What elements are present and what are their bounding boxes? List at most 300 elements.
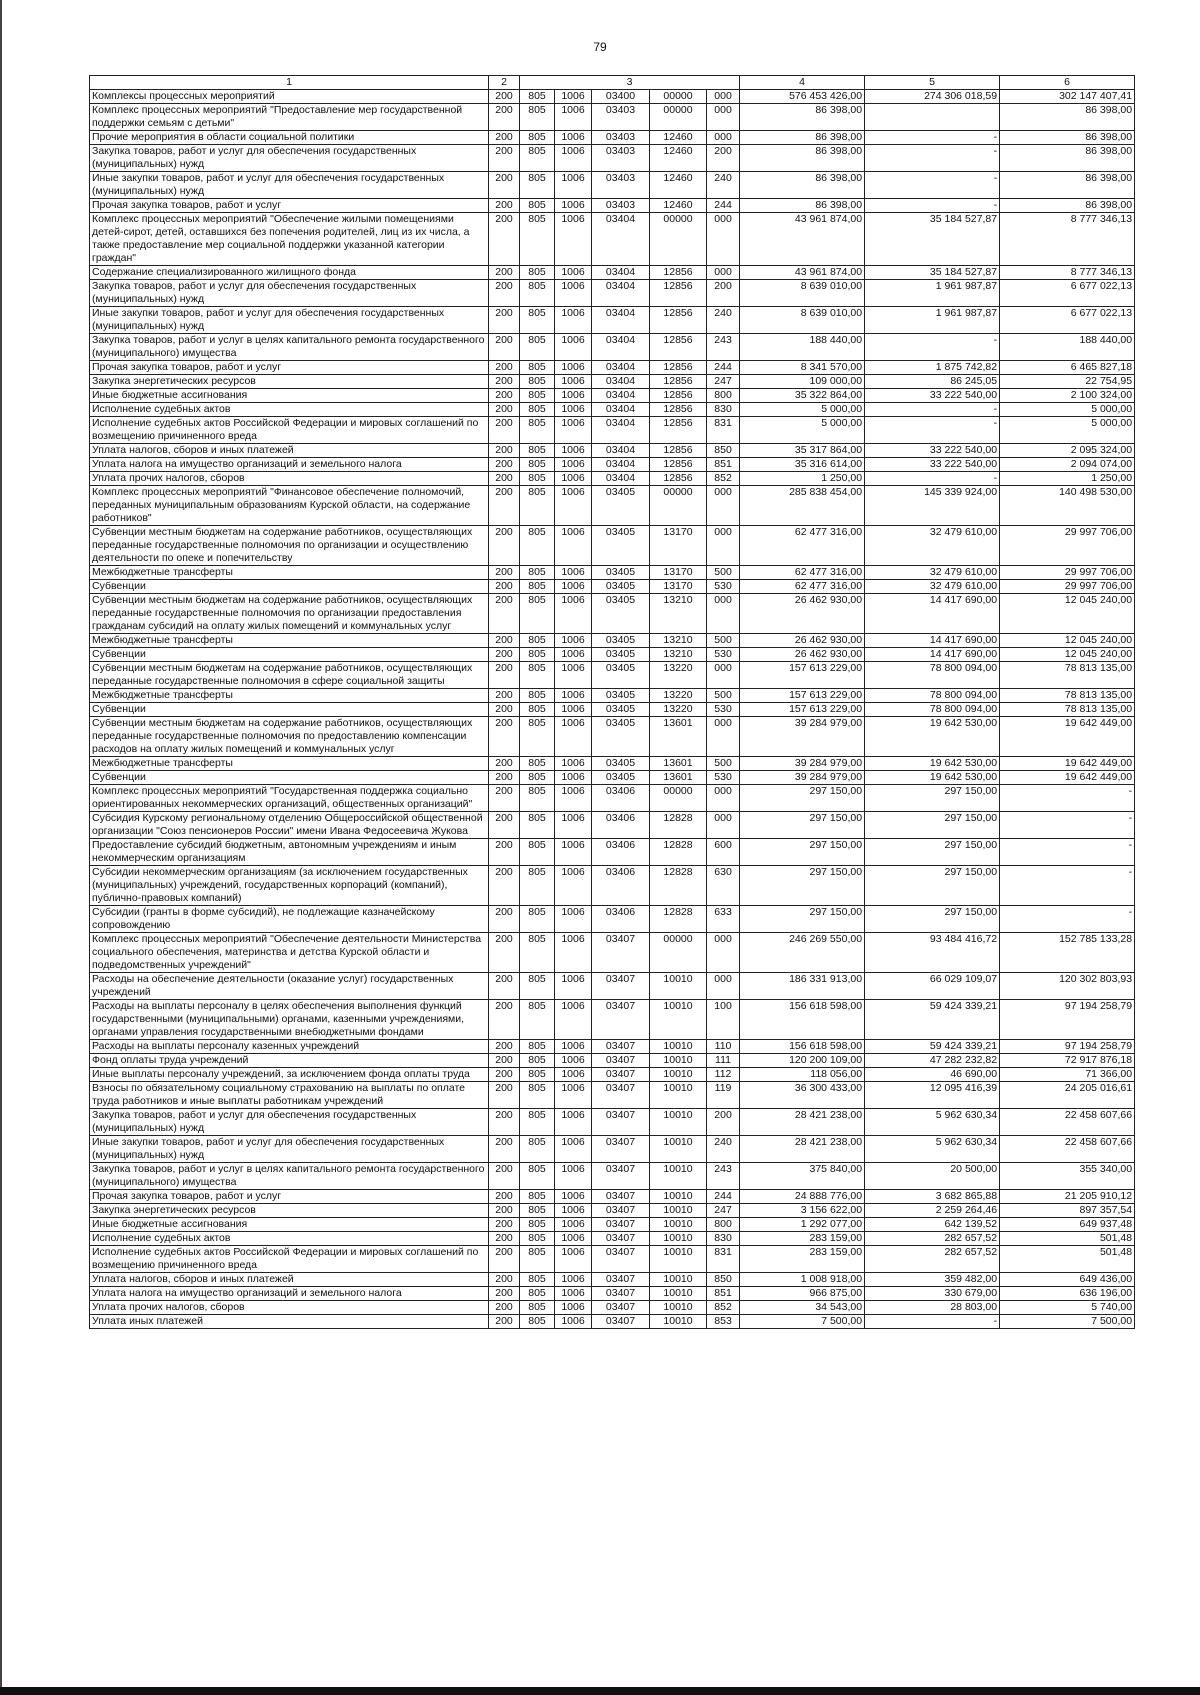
table-row: [90, 104, 1135, 131]
row-amount-executed: 33 222 540,00: [865, 458, 1000, 472]
row-subsection: 1006: [555, 933, 592, 973]
table-row: [90, 526, 1135, 566]
row-direction-code: 13170: [650, 526, 707, 566]
row-name: Закупка товаров, работ и услуг для обеспечения государственных (муниципальных) нужд: [90, 1109, 489, 1136]
row-grbs: 200: [489, 389, 520, 403]
row-program-code: 03407: [592, 1136, 650, 1163]
row-subsection: 1006: [555, 307, 592, 334]
row-amount-executed: -: [865, 131, 1000, 145]
row-amount-remaining: 19 642 449,00: [1000, 757, 1135, 771]
table-row: [90, 1315, 1135, 1329]
row-name: Субвенции: [90, 703, 489, 717]
table-row: [90, 1246, 1135, 1273]
row-direction-code: 10010: [650, 1273, 707, 1287]
row-subsection: 1006: [555, 1082, 592, 1109]
row-direction-code: 13601: [650, 717, 707, 757]
row-name: Субвенции местным бюджетам на содержание работников, осуществляющих переданные государственные полномочия по предоставлению компенсации расходов на оплату жилых помещений и коммунальных услуг: [90, 717, 489, 757]
row-grbs: 200: [489, 307, 520, 334]
row-name: Предоставление субсидий бюджетным, автономным учреждениям и иным некоммерческим организациям: [90, 839, 489, 866]
row-subsection: 1006: [555, 634, 592, 648]
row-grbs: 200: [489, 1232, 520, 1246]
row-program-code: 03405: [592, 703, 650, 717]
row-name: Субвенции: [90, 771, 489, 785]
row-direction-code: 13601: [650, 771, 707, 785]
row-amount-remaining: 302 147 407,41: [1000, 90, 1135, 104]
row-amount-planned: 576 453 426,00: [740, 90, 865, 104]
row-grbs: 200: [489, 280, 520, 307]
row-amount-executed: -: [865, 334, 1000, 361]
row-subsection: 1006: [555, 1232, 592, 1246]
row-direction-code: 00000: [650, 933, 707, 973]
row-grbs: 200: [489, 634, 520, 648]
row-grbs: 200: [489, 1082, 520, 1109]
row-amount-executed: 86 245,05: [865, 375, 1000, 389]
row-amount-executed: -: [865, 417, 1000, 444]
row-program-code: 03405: [592, 689, 650, 703]
row-grbs: 200: [489, 906, 520, 933]
row-program-code: 03407: [592, 1082, 650, 1109]
table-row: [90, 145, 1135, 172]
row-subsection: 1006: [555, 839, 592, 866]
row-expense-type: 800: [707, 1218, 740, 1232]
row-amount-planned: 156 618 598,00: [740, 1040, 865, 1054]
row-expense-type: 247: [707, 375, 740, 389]
row-amount-planned: 26 462 930,00: [740, 634, 865, 648]
row-program-code: 03405: [592, 771, 650, 785]
row-subsection: 1006: [555, 104, 592, 131]
row-section: 805: [520, 1246, 555, 1273]
scan-border-left: [0, 0, 2, 1695]
row-direction-code: 13220: [650, 703, 707, 717]
row-section: 805: [520, 1109, 555, 1136]
header-col-6: 6: [1000, 76, 1135, 90]
row-amount-executed: 274 306 018,59: [865, 90, 1000, 104]
table-row: [90, 771, 1135, 785]
row-amount-executed: 32 479 610,00: [865, 566, 1000, 580]
row-amount-planned: 43 961 874,00: [740, 213, 865, 266]
row-name: Уплата иных платежей: [90, 1315, 489, 1329]
row-amount-executed: 59 424 339,21: [865, 1000, 1000, 1040]
row-amount-planned: 62 477 316,00: [740, 526, 865, 566]
row-amount-remaining: 29 997 706,00: [1000, 526, 1135, 566]
table-row: [90, 486, 1135, 526]
table-row: [90, 634, 1135, 648]
row-direction-code: 00000: [650, 486, 707, 526]
row-section: 805: [520, 131, 555, 145]
row-subsection: 1006: [555, 486, 592, 526]
row-amount-planned: 297 150,00: [740, 866, 865, 906]
row-direction-code: 12828: [650, 812, 707, 839]
row-program-code: 03405: [592, 486, 650, 526]
row-amount-remaining: 86 398,00: [1000, 145, 1135, 172]
row-direction-code: 12856: [650, 472, 707, 486]
row-grbs: 200: [489, 1054, 520, 1068]
row-amount-planned: 39 284 979,00: [740, 717, 865, 757]
row-program-code: 03407: [592, 1190, 650, 1204]
row-name: Иные выплаты персоналу учреждений, за исключением фонда оплаты труда: [90, 1068, 489, 1082]
row-program-code: 03406: [592, 785, 650, 812]
row-section: 805: [520, 634, 555, 648]
row-amount-remaining: 649 937,48: [1000, 1218, 1135, 1232]
row-subsection: 1006: [555, 866, 592, 906]
row-expense-type: 530: [707, 648, 740, 662]
row-amount-planned: 157 613 229,00: [740, 662, 865, 689]
row-grbs: 200: [489, 131, 520, 145]
table-row: [90, 717, 1135, 757]
row-expense-type: 633: [707, 906, 740, 933]
row-amount-remaining: 140 498 530,00: [1000, 486, 1135, 526]
table-row: [90, 689, 1135, 703]
row-subsection: 1006: [555, 1040, 592, 1054]
row-grbs: 200: [489, 757, 520, 771]
row-subsection: 1006: [555, 771, 592, 785]
row-name: Межбюджетные трансферты: [90, 566, 489, 580]
table-row: [90, 307, 1135, 334]
row-amount-executed: -: [865, 172, 1000, 199]
row-section: 805: [520, 199, 555, 213]
row-section: 805: [520, 104, 555, 131]
row-amount-remaining: 7 500,00: [1000, 1315, 1135, 1329]
table-row: [90, 839, 1135, 866]
row-amount-remaining: -: [1000, 839, 1135, 866]
row-amount-planned: 24 888 776,00: [740, 1190, 865, 1204]
row-section: 805: [520, 458, 555, 472]
row-subsection: 1006: [555, 1301, 592, 1315]
table-row: [90, 648, 1135, 662]
header-col-3: 3: [520, 76, 740, 90]
row-grbs: 200: [489, 1204, 520, 1218]
row-amount-remaining: 97 194 258,79: [1000, 1000, 1135, 1040]
row-amount-remaining: 78 813 135,00: [1000, 689, 1135, 703]
row-section: 805: [520, 839, 555, 866]
row-direction-code: 10010: [650, 973, 707, 1000]
row-subsection: 1006: [555, 648, 592, 662]
row-program-code: 03405: [592, 757, 650, 771]
row-grbs: 200: [489, 361, 520, 375]
table-row: [90, 131, 1135, 145]
row-amount-executed: 359 482,00: [865, 1273, 1000, 1287]
row-section: 805: [520, 1204, 555, 1218]
header-row: [90, 76, 1135, 90]
row-grbs: 200: [489, 417, 520, 444]
row-grbs: 200: [489, 403, 520, 417]
row-amount-remaining: 8 777 346,13: [1000, 266, 1135, 280]
row-section: 805: [520, 1082, 555, 1109]
row-grbs: 200: [489, 812, 520, 839]
row-amount-remaining: 86 398,00: [1000, 172, 1135, 199]
row-expense-type: 240: [707, 1136, 740, 1163]
row-expense-type: 000: [707, 785, 740, 812]
row-subsection: 1006: [555, 131, 592, 145]
row-direction-code: 12856: [650, 389, 707, 403]
row-amount-executed: 14 417 690,00: [865, 594, 1000, 634]
row-subsection: 1006: [555, 1068, 592, 1082]
row-amount-remaining: 86 398,00: [1000, 199, 1135, 213]
row-section: 805: [520, 703, 555, 717]
row-amount-planned: 36 300 433,00: [740, 1082, 865, 1109]
row-amount-executed: -: [865, 199, 1000, 213]
row-amount-remaining: 12 045 240,00: [1000, 648, 1135, 662]
row-direction-code: 12856: [650, 307, 707, 334]
row-section: 805: [520, 1163, 555, 1190]
row-expense-type: 240: [707, 307, 740, 334]
row-program-code: 03404: [592, 403, 650, 417]
row-direction-code: 13601: [650, 757, 707, 771]
row-grbs: 200: [489, 662, 520, 689]
table-row: [90, 266, 1135, 280]
row-amount-executed: 33 222 540,00: [865, 444, 1000, 458]
row-subsection: 1006: [555, 662, 592, 689]
table-row: [90, 280, 1135, 307]
header-col-5: 5: [865, 76, 1000, 90]
row-subsection: 1006: [555, 580, 592, 594]
row-name: Фонд оплаты труда учреждений: [90, 1054, 489, 1068]
row-expense-type: 240: [707, 172, 740, 199]
row-program-code: 03403: [592, 172, 650, 199]
row-subsection: 1006: [555, 199, 592, 213]
row-amount-remaining: 120 302 803,93: [1000, 973, 1135, 1000]
row-grbs: 200: [489, 717, 520, 757]
row-section: 805: [520, 361, 555, 375]
row-expense-type: 500: [707, 757, 740, 771]
row-amount-remaining: 29 997 706,00: [1000, 580, 1135, 594]
table-row: [90, 1082, 1135, 1109]
row-program-code: 03406: [592, 866, 650, 906]
row-amount-remaining: 6 465 827,18: [1000, 361, 1135, 375]
row-expense-type: 243: [707, 334, 740, 361]
row-direction-code: 10010: [650, 1190, 707, 1204]
row-name: Иные закупки товаров, работ и услуг для обеспечения государственных (муниципальных) нужд: [90, 172, 489, 199]
row-program-code: 03405: [592, 594, 650, 634]
row-amount-remaining: 897 357,54: [1000, 1204, 1135, 1218]
row-grbs: 200: [489, 703, 520, 717]
row-amount-planned: 39 284 979,00: [740, 757, 865, 771]
row-grbs: 200: [489, 1218, 520, 1232]
row-grbs: 200: [489, 104, 520, 131]
row-amount-planned: 1 008 918,00: [740, 1273, 865, 1287]
row-section: 805: [520, 906, 555, 933]
row-program-code: 03407: [592, 933, 650, 973]
row-subsection: 1006: [555, 375, 592, 389]
row-name: Межбюджетные трансферты: [90, 689, 489, 703]
row-section: 805: [520, 417, 555, 444]
row-section: 805: [520, 444, 555, 458]
row-subsection: 1006: [555, 389, 592, 403]
row-name: Закупка товаров, работ и услуг в целях капитального ремонта государственного (муниципального) имущества: [90, 334, 489, 361]
row-name: Закупка товаров, работ и услуг в целях капитального ремонта государственного (муниципального) имущества: [90, 1163, 489, 1190]
row-amount-remaining: 21 205 910,12: [1000, 1190, 1135, 1204]
row-section: 805: [520, 1232, 555, 1246]
row-expense-type: 100: [707, 1000, 740, 1040]
row-amount-planned: 43 961 874,00: [740, 266, 865, 280]
row-amount-remaining: 22 754,95: [1000, 375, 1135, 389]
row-subsection: 1006: [555, 689, 592, 703]
row-section: 805: [520, 486, 555, 526]
row-grbs: 200: [489, 1301, 520, 1315]
row-name: Субсидии (гранты в форме субсидий), не подлежащие казначейскому сопровождению: [90, 906, 489, 933]
row-program-code: 03405: [592, 634, 650, 648]
row-amount-planned: 5 000,00: [740, 417, 865, 444]
row-direction-code: 12856: [650, 334, 707, 361]
row-amount-executed: 35 184 527,87: [865, 213, 1000, 266]
row-amount-executed: 35 184 527,87: [865, 266, 1000, 280]
row-amount-planned: 188 440,00: [740, 334, 865, 361]
row-subsection: 1006: [555, 1136, 592, 1163]
row-direction-code: 10010: [650, 1287, 707, 1301]
table-row: [90, 417, 1135, 444]
row-expense-type: 851: [707, 1287, 740, 1301]
row-section: 805: [520, 213, 555, 266]
row-amount-executed: 282 657,52: [865, 1246, 1000, 1273]
row-expense-type: 000: [707, 131, 740, 145]
table-row: [90, 1040, 1135, 1054]
row-amount-remaining: 86 398,00: [1000, 131, 1135, 145]
row-program-code: 03404: [592, 389, 650, 403]
row-direction-code: 12828: [650, 866, 707, 906]
row-name: Уплата налогов, сборов и иных платежей: [90, 444, 489, 458]
table-row: [90, 1068, 1135, 1082]
row-section: 805: [520, 1273, 555, 1287]
row-expense-type: 850: [707, 444, 740, 458]
table-row: [90, 757, 1135, 771]
row-amount-executed: 330 679,00: [865, 1287, 1000, 1301]
row-subsection: 1006: [555, 334, 592, 361]
row-section: 805: [520, 866, 555, 906]
row-program-code: 03407: [592, 1204, 650, 1218]
row-expense-type: 119: [707, 1082, 740, 1109]
row-amount-executed: 14 417 690,00: [865, 634, 1000, 648]
row-program-code: 03404: [592, 213, 650, 266]
row-section: 805: [520, 566, 555, 580]
row-direction-code: 10010: [650, 1109, 707, 1136]
row-direction-code: 00000: [650, 213, 707, 266]
row-amount-remaining: 152 785 133,28: [1000, 933, 1135, 973]
row-expense-type: 830: [707, 403, 740, 417]
row-amount-executed: 297 150,00: [865, 866, 1000, 906]
row-amount-remaining: -: [1000, 812, 1135, 839]
row-amount-executed: [865, 104, 1000, 131]
row-grbs: 200: [489, 1287, 520, 1301]
row-grbs: 200: [489, 213, 520, 266]
row-expense-type: 530: [707, 771, 740, 785]
row-expense-type: 000: [707, 933, 740, 973]
row-amount-remaining: 501,48: [1000, 1246, 1135, 1273]
row-grbs: 200: [489, 566, 520, 580]
row-amount-executed: -: [865, 1315, 1000, 1329]
row-expense-type: 200: [707, 145, 740, 172]
row-name: Закупка товаров, работ и услуг для обеспечения государственных (муниципальных) нужд: [90, 280, 489, 307]
row-amount-remaining: 22 458 607,66: [1000, 1136, 1135, 1163]
row-grbs: 200: [489, 1040, 520, 1054]
row-grbs: 200: [489, 648, 520, 662]
row-subsection: 1006: [555, 1000, 592, 1040]
row-name: Межбюджетные трансферты: [90, 757, 489, 771]
row-section: 805: [520, 594, 555, 634]
row-section: 805: [520, 812, 555, 839]
row-direction-code: 12828: [650, 906, 707, 933]
row-direction-code: 12856: [650, 444, 707, 458]
row-subsection: 1006: [555, 266, 592, 280]
row-amount-planned: 86 398,00: [740, 104, 865, 131]
row-amount-planned: 297 150,00: [740, 839, 865, 866]
row-grbs: 200: [489, 444, 520, 458]
row-direction-code: 10010: [650, 1246, 707, 1273]
row-direction-code: 12460: [650, 145, 707, 172]
table-row: [90, 594, 1135, 634]
table-row: [90, 1054, 1135, 1068]
row-expense-type: 244: [707, 1190, 740, 1204]
row-subsection: 1006: [555, 1054, 592, 1068]
row-grbs: 200: [489, 334, 520, 361]
row-amount-executed: 297 150,00: [865, 839, 1000, 866]
row-amount-executed: 1 961 987,87: [865, 280, 1000, 307]
row-section: 805: [520, 307, 555, 334]
row-name: Иные бюджетные ассигнования: [90, 1218, 489, 1232]
row-amount-executed: 145 339 924,00: [865, 486, 1000, 526]
row-program-code: 03405: [592, 580, 650, 594]
row-grbs: 200: [489, 458, 520, 472]
table-row: [90, 580, 1135, 594]
row-program-code: 03407: [592, 1232, 650, 1246]
row-amount-executed: 78 800 094,00: [865, 703, 1000, 717]
row-amount-executed: 1 961 987,87: [865, 307, 1000, 334]
row-amount-planned: 86 398,00: [740, 131, 865, 145]
row-section: 805: [520, 973, 555, 1000]
row-amount-remaining: 188 440,00: [1000, 334, 1135, 361]
row-program-code: 03404: [592, 458, 650, 472]
row-amount-planned: 28 421 238,00: [740, 1136, 865, 1163]
row-subsection: 1006: [555, 417, 592, 444]
row-section: 805: [520, 389, 555, 403]
row-program-code: 03404: [592, 444, 650, 458]
row-amount-planned: 120 200 109,00: [740, 1054, 865, 1068]
row-program-code: 03407: [592, 1068, 650, 1082]
table-row: [90, 1204, 1135, 1218]
row-program-code: 03403: [592, 145, 650, 172]
row-program-code: 03404: [592, 417, 650, 444]
row-grbs: 200: [489, 1136, 520, 1163]
row-direction-code: 13210: [650, 634, 707, 648]
row-amount-remaining: 5 000,00: [1000, 403, 1135, 417]
row-name: Расходы на выплаты персоналу казенных учреждений: [90, 1040, 489, 1054]
row-section: 805: [520, 757, 555, 771]
row-expense-type: 853: [707, 1315, 740, 1329]
table-row: [90, 1136, 1135, 1163]
row-grbs: 200: [489, 1000, 520, 1040]
row-amount-remaining: 12 045 240,00: [1000, 594, 1135, 634]
row-name: Уплата прочих налогов, сборов: [90, 472, 489, 486]
row-amount-planned: 8 639 010,00: [740, 307, 865, 334]
row-amount-planned: 28 421 238,00: [740, 1109, 865, 1136]
row-subsection: 1006: [555, 1218, 592, 1232]
row-direction-code: 13170: [650, 566, 707, 580]
row-program-code: 03400: [592, 90, 650, 104]
row-amount-executed: 28 803,00: [865, 1301, 1000, 1315]
row-grbs: 200: [489, 839, 520, 866]
row-direction-code: 13210: [650, 594, 707, 634]
table-row: [90, 361, 1135, 375]
row-section: 805: [520, 1218, 555, 1232]
row-name: Исполнение судебных актов: [90, 403, 489, 417]
row-grbs: 200: [489, 1315, 520, 1329]
row-amount-executed: 32 479 610,00: [865, 526, 1000, 566]
row-program-code: 03404: [592, 472, 650, 486]
row-subsection: 1006: [555, 1163, 592, 1190]
row-name: Прочая закупка товаров, работ и услуг: [90, 1190, 489, 1204]
row-subsection: 1006: [555, 145, 592, 172]
row-name: Субвенции: [90, 648, 489, 662]
row-amount-planned: 283 159,00: [740, 1246, 865, 1273]
